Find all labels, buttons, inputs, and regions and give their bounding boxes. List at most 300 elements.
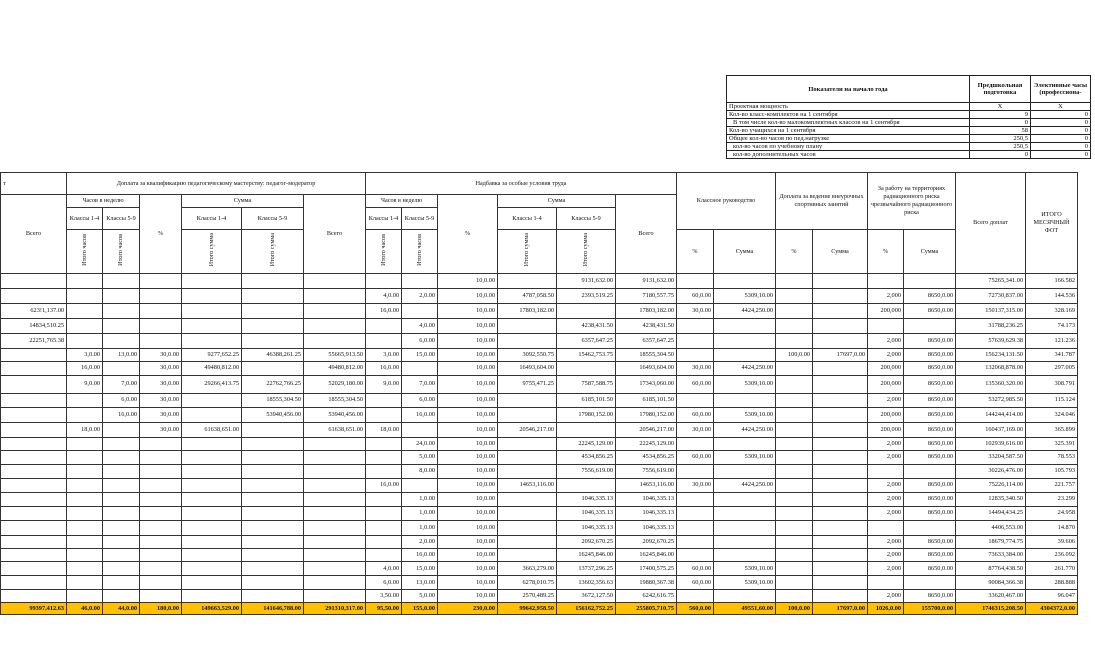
table-cell bbox=[714, 506, 776, 520]
total-cell: 100,0.00 bbox=[776, 603, 813, 615]
table-row bbox=[1, 478, 1078, 492]
extracur-pct: % bbox=[776, 230, 813, 274]
table-cell bbox=[242, 334, 304, 349]
table-cell: 10,0.00 bbox=[438, 450, 498, 464]
table-cell bbox=[182, 304, 242, 319]
table-cell: 16245,846.00 bbox=[557, 548, 616, 561]
table-cell: 60,0.00 bbox=[677, 375, 714, 393]
table-cell: 16,0.00 bbox=[366, 362, 402, 375]
indicator-row bbox=[727, 119, 1091, 127]
table-cell bbox=[714, 334, 776, 349]
indicators-table bbox=[726, 75, 1091, 159]
table-cell: 61638,651.00 bbox=[304, 422, 366, 437]
table-cell bbox=[498, 319, 557, 334]
table-row bbox=[1, 304, 1078, 319]
total-sum-v2: Итого сумма bbox=[268, 233, 276, 267]
table-cell: 13,0.00 bbox=[402, 576, 438, 590]
table-cell: 8650,0.00 bbox=[904, 548, 956, 561]
table-cell: 1046,335.13 bbox=[557, 506, 616, 520]
table-cell bbox=[1, 535, 67, 548]
table-cell: 1046,335.13 bbox=[616, 492, 677, 506]
table-cell bbox=[557, 362, 616, 375]
table-cell bbox=[103, 319, 140, 334]
table-cell bbox=[67, 274, 103, 289]
table-cell: 2,000 bbox=[868, 393, 904, 407]
table-cell bbox=[304, 478, 366, 492]
table-cell bbox=[304, 319, 366, 334]
table-cell bbox=[182, 437, 242, 450]
table-cell bbox=[776, 492, 813, 506]
table-cell bbox=[776, 450, 813, 464]
table-cell: 16,0.00 bbox=[366, 478, 402, 492]
table-cell bbox=[140, 274, 182, 289]
table-cell bbox=[677, 506, 714, 520]
table-cell bbox=[714, 393, 776, 407]
table-cell: 10,0.00 bbox=[438, 562, 498, 576]
table-cell bbox=[304, 334, 366, 349]
table-cell bbox=[813, 590, 868, 603]
table-cell: 9131,632.00 bbox=[616, 274, 677, 289]
table-cell bbox=[140, 478, 182, 492]
total-cell: 49551,60.00 bbox=[714, 603, 776, 615]
table-cell bbox=[776, 576, 813, 590]
table-cell: 49480,812.00 bbox=[182, 362, 242, 375]
table-cell: 24,0.00 bbox=[402, 437, 438, 450]
table-cell bbox=[498, 334, 557, 349]
table-cell: 8650,0.00 bbox=[904, 590, 956, 603]
table-cell: 30,0.00 bbox=[140, 349, 182, 362]
table-cell bbox=[67, 450, 103, 464]
table-cell bbox=[868, 274, 904, 289]
indicator-row bbox=[727, 151, 1091, 159]
table-cell bbox=[776, 520, 813, 535]
indicator-preschool-value: X bbox=[970, 103, 1031, 111]
table-cell: 17803,182.00 bbox=[616, 304, 677, 319]
table-cell bbox=[242, 437, 304, 450]
table-cell bbox=[714, 437, 776, 450]
table-cell: 9,0.00 bbox=[67, 375, 103, 393]
table-cell bbox=[242, 478, 304, 492]
table-cell bbox=[677, 393, 714, 407]
table-cell: 60,0.00 bbox=[677, 576, 714, 590]
total-hours-v2: Итого часов bbox=[117, 234, 124, 267]
table-cell: 8650,0.00 bbox=[904, 450, 956, 464]
table-cell: 6357,647.25 bbox=[616, 334, 677, 349]
table-cell: 75226,114.00 bbox=[956, 478, 1026, 492]
table-cell: 30,0.00 bbox=[140, 422, 182, 437]
indicator-label: Кол-во учащихся на 1 сентября bbox=[727, 127, 970, 135]
table-cell bbox=[813, 437, 868, 450]
table-cell bbox=[904, 520, 956, 535]
table-cell: 22245,129.00 bbox=[616, 437, 677, 450]
table-cell: 19880,367.38 bbox=[616, 576, 677, 590]
table-cell: 9,0.00 bbox=[366, 375, 402, 393]
table-cell: 100,0.00 bbox=[776, 349, 813, 362]
table-cell bbox=[776, 407, 813, 422]
table-cell: 8,0.00 bbox=[402, 464, 438, 478]
table-cell bbox=[776, 393, 813, 407]
table-cell: 14653,116.00 bbox=[616, 478, 677, 492]
table-cell bbox=[182, 450, 242, 464]
table-cell bbox=[366, 319, 402, 334]
table-cell bbox=[1, 450, 67, 464]
indicator-preschool-value: 9 bbox=[970, 111, 1031, 119]
table-cell: 12835,340.50 bbox=[956, 492, 1026, 506]
table-cell: 2570,489.25 bbox=[498, 590, 557, 603]
table-cell bbox=[182, 535, 242, 548]
table-row bbox=[1, 437, 1078, 450]
indicator-label: Проектная мощность bbox=[727, 103, 970, 111]
table-cell bbox=[242, 590, 304, 603]
table-cell bbox=[813, 362, 868, 375]
table-cell: 18555,304.50 bbox=[242, 393, 304, 407]
table-cell bbox=[103, 576, 140, 590]
table-cell bbox=[677, 334, 714, 349]
table-cell: 33204,587.50 bbox=[956, 450, 1026, 464]
table-cell bbox=[813, 319, 868, 334]
table-cell bbox=[182, 548, 242, 561]
table-cell: 16,0.00 bbox=[366, 304, 402, 319]
table-cell: 39.606 bbox=[1026, 535, 1078, 548]
table-cell: 8650,0.00 bbox=[904, 407, 956, 422]
table-cell: 96.047 bbox=[1026, 590, 1078, 603]
table-cell: 2,000 bbox=[868, 492, 904, 506]
table-cell: 4,0.00 bbox=[366, 289, 402, 304]
table-cell bbox=[366, 535, 402, 548]
table-cell: 105.793 bbox=[1026, 464, 1078, 478]
table-cell: 8650,0.00 bbox=[904, 422, 956, 437]
table-cell: 150137,315.00 bbox=[956, 304, 1026, 319]
table-cell bbox=[103, 362, 140, 375]
table-cell: 236.092 bbox=[1026, 548, 1078, 561]
table-cell: 16493,604.00 bbox=[498, 362, 557, 375]
indicator-elective-value: 0 bbox=[1031, 151, 1091, 159]
table-cell: 4424,250.00 bbox=[714, 478, 776, 492]
table-cell: 10,0.00 bbox=[438, 506, 498, 520]
table-cell: 4424,250.00 bbox=[714, 362, 776, 375]
table-cell bbox=[67, 464, 103, 478]
table-cell: 30,0.00 bbox=[140, 362, 182, 375]
table-cell: 60,0.00 bbox=[677, 450, 714, 464]
table-cell: 1046,335.13 bbox=[557, 492, 616, 506]
indicator-row bbox=[727, 103, 1091, 111]
table-cell bbox=[1, 590, 67, 603]
table-cell: 10,0.00 bbox=[438, 289, 498, 304]
total-cell: 560,0.00 bbox=[677, 603, 714, 615]
table-cell bbox=[242, 562, 304, 576]
table-cell: 22762,766.25 bbox=[242, 375, 304, 393]
table-cell: 10,0.00 bbox=[438, 319, 498, 334]
table-cell: 72730,837.00 bbox=[956, 289, 1026, 304]
table-cell bbox=[103, 478, 140, 492]
table-cell bbox=[103, 450, 140, 464]
table-cell: 4,0.00 bbox=[366, 562, 402, 576]
table-cell: 87764,438.50 bbox=[956, 562, 1026, 576]
table-cell bbox=[714, 349, 776, 362]
table-cell: 10,0.00 bbox=[438, 375, 498, 393]
table-cell bbox=[366, 407, 402, 422]
table-cell: 10,0.00 bbox=[438, 520, 498, 535]
table-cell: 60,0.00 bbox=[677, 407, 714, 422]
table-cell bbox=[776, 274, 813, 289]
table-cell: 33620,467.00 bbox=[956, 590, 1026, 603]
table-cell bbox=[1, 492, 67, 506]
table-cell bbox=[904, 274, 956, 289]
table-row bbox=[1, 289, 1078, 304]
indicator-label: кол-во дополнительных часов bbox=[727, 151, 970, 159]
indicator-row bbox=[727, 135, 1091, 143]
total-cell: 95,50.00 bbox=[366, 603, 402, 615]
table-cell bbox=[1, 506, 67, 520]
table-cell bbox=[140, 506, 182, 520]
table-cell: 24.958 bbox=[1026, 506, 1078, 520]
table-cell: 10,0.00 bbox=[438, 464, 498, 478]
table-row bbox=[1, 274, 1078, 289]
table-cell: 6,0.00 bbox=[103, 393, 140, 407]
table-cell bbox=[67, 437, 103, 450]
table-cell: 10,0.00 bbox=[438, 304, 498, 319]
table-cell: 10,0.00 bbox=[438, 422, 498, 437]
table-cell: 17697,0.00 bbox=[813, 349, 868, 362]
table-cell: 365.899 bbox=[1026, 422, 1078, 437]
table-cell bbox=[242, 535, 304, 548]
table-cell bbox=[776, 548, 813, 561]
table-cell bbox=[366, 464, 402, 478]
table-cell: 17803,182.00 bbox=[498, 304, 557, 319]
table-cell bbox=[140, 562, 182, 576]
table-cell bbox=[140, 548, 182, 561]
table-cell bbox=[776, 362, 813, 375]
extracurricular-header: Доплата за ведение внеурочных спортивных занятий bbox=[776, 173, 868, 230]
table-cell: 9755,471.25 bbox=[498, 375, 557, 393]
indicator-preschool-value: 0 bbox=[970, 151, 1031, 159]
table-cell: 18,0.00 bbox=[67, 422, 103, 437]
total-cell: 1746315,208.50 bbox=[956, 603, 1026, 615]
table-cell bbox=[813, 450, 868, 464]
table-cell: 3663,279.00 bbox=[498, 562, 557, 576]
table-cell: 55665,913.50 bbox=[304, 349, 366, 362]
table-row bbox=[1, 548, 1078, 561]
table-cell: 2,000 bbox=[868, 450, 904, 464]
table-cell: 73633,384.00 bbox=[956, 548, 1026, 561]
table-cell bbox=[67, 590, 103, 603]
table-cell: 16493,604.00 bbox=[616, 362, 677, 375]
table-cell bbox=[776, 590, 813, 603]
table-cell bbox=[677, 437, 714, 450]
table-cell: 5309,10.00 bbox=[714, 450, 776, 464]
table-cell bbox=[813, 422, 868, 437]
total-cell: 155,0.00 bbox=[402, 603, 438, 615]
table-cell: 2,000 bbox=[868, 535, 904, 548]
table-cell bbox=[182, 407, 242, 422]
total-c-header: Всего bbox=[616, 195, 677, 274]
table-cell: 2092,670.25 bbox=[616, 535, 677, 548]
table-cell: 2,000 bbox=[868, 506, 904, 520]
table-cell: 8650,0.00 bbox=[904, 492, 956, 506]
table-cell: 8650,0.00 bbox=[904, 304, 956, 319]
class-lead-sum: Сумма bbox=[714, 230, 776, 274]
table-cell bbox=[813, 520, 868, 535]
table-cell bbox=[242, 520, 304, 535]
table-cell: 22251,765.38 bbox=[1, 334, 67, 349]
table-cell: 2,000 bbox=[868, 478, 904, 492]
table-cell: 57639,629.38 bbox=[956, 334, 1026, 349]
table-row bbox=[1, 450, 1078, 464]
table-cell bbox=[242, 274, 304, 289]
monthly-fot-header: ИТОГО МЕСЯЧНЫЙ ФОТ bbox=[1026, 173, 1078, 274]
table-cell: 2,000 bbox=[868, 590, 904, 603]
table-cell bbox=[103, 590, 140, 603]
indicator-preschool-value: 58 bbox=[970, 127, 1031, 135]
extracur-sum: Сумма bbox=[813, 230, 868, 274]
table-cell: 7180,557.75 bbox=[616, 289, 677, 304]
table-cell bbox=[67, 506, 103, 520]
table-cell: 166.582 bbox=[1026, 274, 1078, 289]
table-cell bbox=[1, 274, 67, 289]
table-cell bbox=[868, 576, 904, 590]
table-cell: 200,000 bbox=[868, 375, 904, 393]
table-cell: 53272,985.50 bbox=[956, 393, 1026, 407]
table-cell bbox=[813, 334, 868, 349]
table-cell: 3,0.00 bbox=[366, 349, 402, 362]
cls59-header-2: Классы 5-9 bbox=[242, 208, 304, 230]
table-cell bbox=[813, 548, 868, 561]
table-cell bbox=[182, 289, 242, 304]
table-cell: 8650,0.00 bbox=[904, 437, 956, 450]
table-cell: 3672,127.50 bbox=[557, 590, 616, 603]
table-cell: 2,000 bbox=[868, 548, 904, 561]
table-cell: 16,0.00 bbox=[67, 362, 103, 375]
table-cell bbox=[182, 334, 242, 349]
table-cell: 18555,304.50 bbox=[616, 349, 677, 362]
table-row bbox=[1, 535, 1078, 548]
table-cell: 5309,10.00 bbox=[714, 562, 776, 576]
all-payments-header: Всего доплат bbox=[956, 173, 1026, 274]
table-cell: 18555,304.50 bbox=[304, 393, 366, 407]
table-cell bbox=[140, 304, 182, 319]
table-cell bbox=[402, 274, 438, 289]
table-cell: 7,0.00 bbox=[402, 375, 438, 393]
table-cell: 13,0.00 bbox=[103, 349, 140, 362]
table-row bbox=[1, 562, 1078, 576]
table-cell: 30226,476.00 bbox=[956, 464, 1026, 478]
table-cell: 29266,413.75 bbox=[182, 375, 242, 393]
table-cell: 5309,10.00 bbox=[714, 289, 776, 304]
table-cell bbox=[67, 319, 103, 334]
table-cell bbox=[304, 520, 366, 535]
table-cell bbox=[498, 464, 557, 478]
table-cell bbox=[677, 319, 714, 334]
indicator-row bbox=[727, 127, 1091, 135]
table-cell bbox=[1, 478, 67, 492]
table-row bbox=[1, 349, 1078, 362]
table-cell bbox=[904, 576, 956, 590]
pct-header-2: % bbox=[438, 195, 498, 274]
table-cell: 144.536 bbox=[1026, 289, 1078, 304]
table-cell bbox=[366, 506, 402, 520]
class-lead-header: Классное руководство bbox=[677, 173, 776, 230]
table-cell bbox=[557, 478, 616, 492]
table-cell: 2,000 bbox=[868, 289, 904, 304]
table-row bbox=[1, 464, 1078, 478]
table-cell: 288.888 bbox=[1026, 576, 1078, 590]
table-cell: 10,0.00 bbox=[438, 349, 498, 362]
table-cell: 2092,670.25 bbox=[557, 535, 616, 548]
table-cell bbox=[103, 535, 140, 548]
table-cell: 13602,356.63 bbox=[557, 576, 616, 590]
table-cell bbox=[1, 437, 67, 450]
special-conditions-group-header: Надбавка за особые условия труда bbox=[366, 173, 677, 195]
table-cell bbox=[140, 437, 182, 450]
table-cell bbox=[103, 304, 140, 319]
table-cell bbox=[1, 375, 67, 393]
table-cell bbox=[242, 506, 304, 520]
table-row bbox=[1, 393, 1078, 407]
table-cell: 10,0.00 bbox=[438, 535, 498, 548]
qualification-group-header: Доплата за квалификацию педагогическому мастерству: педагог-модератор bbox=[67, 173, 366, 195]
indicator-elective-value: 0 bbox=[1031, 143, 1091, 151]
table-cell: 10,0.00 bbox=[438, 362, 498, 375]
indicator-elective-value: X bbox=[1031, 103, 1091, 111]
table-cell bbox=[140, 450, 182, 464]
table-cell bbox=[67, 393, 103, 407]
table-cell: 5309,10.00 bbox=[714, 375, 776, 393]
table-cell bbox=[498, 548, 557, 561]
indicator-label: Общее кол-во часов по пед.нагрузке bbox=[727, 135, 970, 143]
table-cell: 14494,434.25 bbox=[956, 506, 1026, 520]
table-cell: 6185,101.50 bbox=[557, 393, 616, 407]
table-cell: 4,0.00 bbox=[402, 319, 438, 334]
table-cell: 1,0.00 bbox=[402, 492, 438, 506]
table-cell bbox=[813, 492, 868, 506]
table-cell: 8650,0.00 bbox=[904, 393, 956, 407]
table-cell bbox=[498, 492, 557, 506]
table-cell: 200,000 bbox=[868, 407, 904, 422]
indicator-label: В том числе кол-во малокомплектных классов на 1 сентября bbox=[727, 119, 970, 127]
table-cell: 5309,10.00 bbox=[714, 576, 776, 590]
table-cell bbox=[366, 450, 402, 464]
table-cell bbox=[67, 492, 103, 506]
table-cell bbox=[242, 289, 304, 304]
table-cell bbox=[103, 422, 140, 437]
table-cell: 10,0.00 bbox=[438, 274, 498, 289]
table-cell bbox=[557, 422, 616, 437]
table-cell bbox=[67, 548, 103, 561]
table-cell: 2,0.00 bbox=[402, 289, 438, 304]
table-cell: 30,0.00 bbox=[677, 422, 714, 437]
table-cell: 10,0.00 bbox=[438, 334, 498, 349]
table-cell bbox=[776, 562, 813, 576]
table-cell: 6,0.00 bbox=[402, 334, 438, 349]
table-cell: 156234,131.50 bbox=[956, 349, 1026, 362]
total-hours-v3: Итого часов bbox=[379, 234, 387, 267]
indicator-preschool-value: 0 bbox=[970, 119, 1031, 127]
table-cell: 10,0.00 bbox=[438, 407, 498, 422]
table-cell: 13737,296.25 bbox=[557, 562, 616, 576]
table-cell bbox=[140, 464, 182, 478]
table-cell bbox=[498, 535, 557, 548]
total-sum-v1: Итого сумма bbox=[207, 233, 215, 267]
table-cell bbox=[182, 393, 242, 407]
table-cell: 20546,217.00 bbox=[498, 422, 557, 437]
table-cell bbox=[904, 319, 956, 334]
table-row bbox=[1, 576, 1078, 590]
table-cell: 9131,632.00 bbox=[557, 274, 616, 289]
table-cell bbox=[242, 576, 304, 590]
table-cell: 7587,588.75 bbox=[557, 375, 616, 393]
table-cell: 144244,414.00 bbox=[956, 407, 1026, 422]
table-cell bbox=[714, 492, 776, 506]
